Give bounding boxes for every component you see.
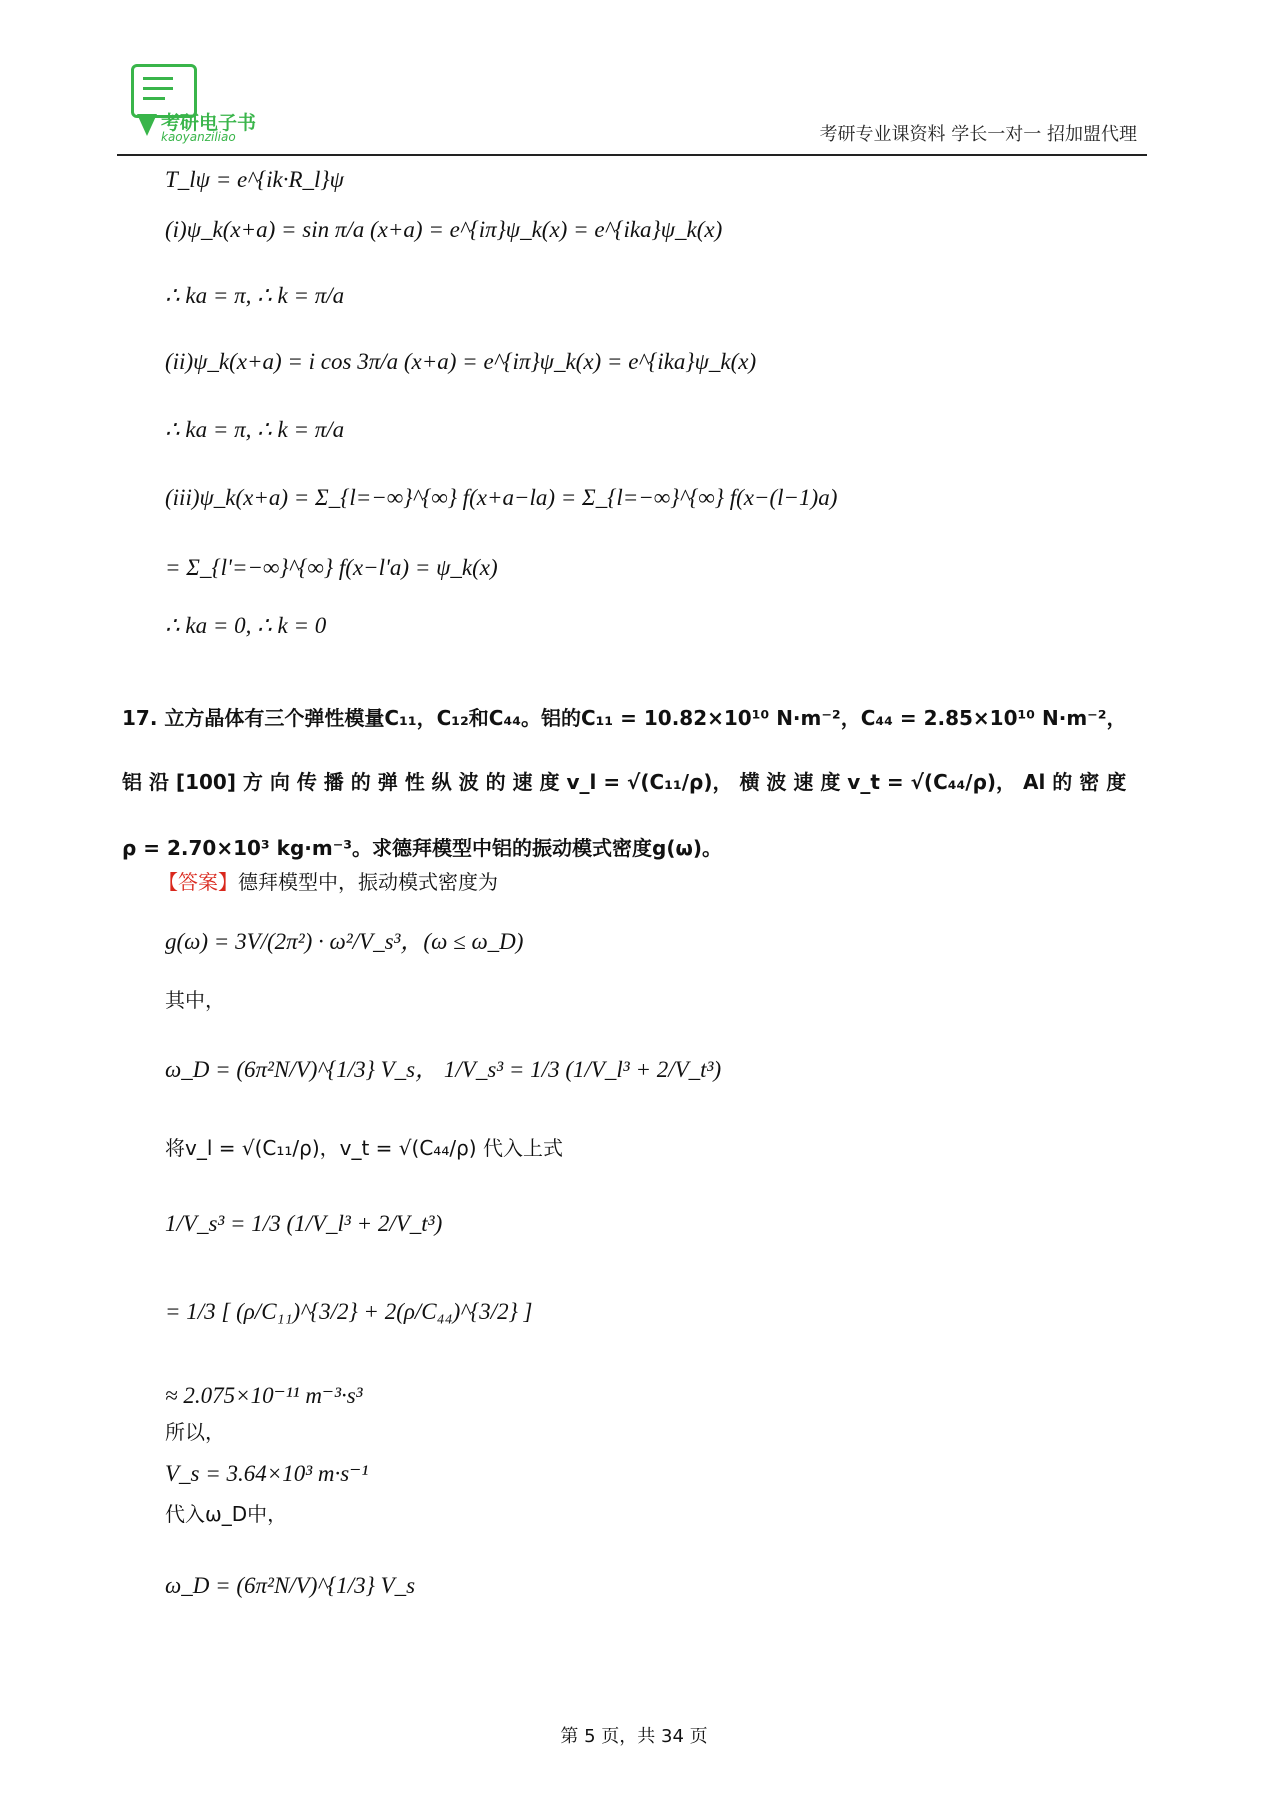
question-line-1: 17. 立方晶体有三个弹性模量C₁₁，C₁₂和C₄₄。铝的C₁₁ = 10.82×10¹⁰ N·m⁻²，C₄₄ = 2.85×10¹⁰ N·m⁻²， bbox=[122, 706, 1127, 730]
logo-text-en: kaoyanziliao bbox=[161, 130, 236, 144]
eq-result-iii: ∴ ka = 0, ∴ k = 0 bbox=[165, 613, 327, 638]
eq-case-ii: (ii)ψ_k(x+a) = i cos 3π/a (x+a) = e^{iπ}ψ_k(x) = e^{ika}ψ_k(x) bbox=[165, 349, 757, 374]
eq-g-omega: g(ω) = 3V/(2π²) · ω²/V_s³，(ω ≤ ω_D) bbox=[165, 929, 524, 954]
kaoyan-logo bbox=[131, 64, 271, 144]
answer-intro bbox=[158, 872, 498, 892]
eq-translation: T_lψ = e^{ik·R_l}ψ bbox=[165, 167, 344, 192]
eq-vs-rho: = 1/3 [ (ρ/C₁₁)^{3/2} + 2(ρ/C₄₄)^{3/2} ] bbox=[165, 1299, 533, 1324]
page-header bbox=[117, 58, 1147, 156]
eq-vs-inverse-cube: 1/V_s³ = 1/3 (1/V_l³ + 2/V_t³) bbox=[165, 1211, 443, 1236]
where-text: 其中， bbox=[165, 988, 225, 1012]
question-line-3: ρ = 2.70×10³ kg·m⁻³。求德拜模型中铝的振动模式密度g(ω)。 bbox=[122, 836, 723, 860]
substitute-omega-d-text: 代入ω_D中， bbox=[165, 1502, 288, 1526]
speech-tail-icon bbox=[137, 114, 157, 136]
eq-omega-d-final: ω_D = (6π²N/V)^{1/3} V_s bbox=[165, 1573, 416, 1598]
answer-intro-text: 德拜模型中，振动模式密度为 bbox=[238, 870, 498, 894]
eq-case-i: (i)ψ_k(x+a) = sin π/a (x+a) = e^{iπ}ψ_k(x) = e^{ika}ψ_k(x) bbox=[165, 217, 723, 242]
eq-omega-d-vs: ω_D = (6π²N/V)^{1/3} V_s， 1/V_s³ = 1/3 (1/V_l³ + 2/V_t³) bbox=[165, 1057, 722, 1082]
substitute-text: 将v_l = √(C₁₁/ρ)，v_t = √(C₄₄/ρ) 代入上式 bbox=[165, 1136, 563, 1160]
page-number: 第 5 页，共 34 页 bbox=[560, 1726, 708, 1747]
eq-numeric: ≈ 2.075×10⁻¹¹ m⁻³·s³ bbox=[165, 1383, 363, 1408]
eq-case-iii-cont: = Σ_{l'=−∞}^{∞} f(x−l'a) = ψ_k(x) bbox=[165, 555, 498, 580]
so-text: 所以， bbox=[165, 1420, 225, 1444]
header-tagline: 考研专业课资料 学长一对一 招加盟代理 bbox=[819, 124, 1137, 145]
eq-result-ii: ∴ ka = π, ∴ k = π/a bbox=[165, 417, 345, 442]
question-line-2: 铝 沿 [100] 方 向 传 播 的 弹 性 纵 波 的 速 度 v_l = √(C₁₁/ρ)， 横 波 速 度 v_t = √(C₄₄/ρ)， Al 的 密 度 bbox=[122, 770, 1127, 794]
logo-text-cn: 考研电子书 bbox=[161, 112, 257, 134]
answer-tag: 【答案】 bbox=[158, 870, 238, 894]
eq-result-i: ∴ ka = π, ∴ k = π/a bbox=[165, 283, 345, 308]
eq-vs-value: V_s = 3.64×10³ m·s⁻¹ bbox=[165, 1461, 369, 1486]
eq-case-iii: (iii)ψ_k(x+a) = Σ_{l=−∞}^{∞} f(x+a−la) = Σ_{l=−∞}^{∞} f(x−(l−1)a) bbox=[165, 485, 838, 510]
